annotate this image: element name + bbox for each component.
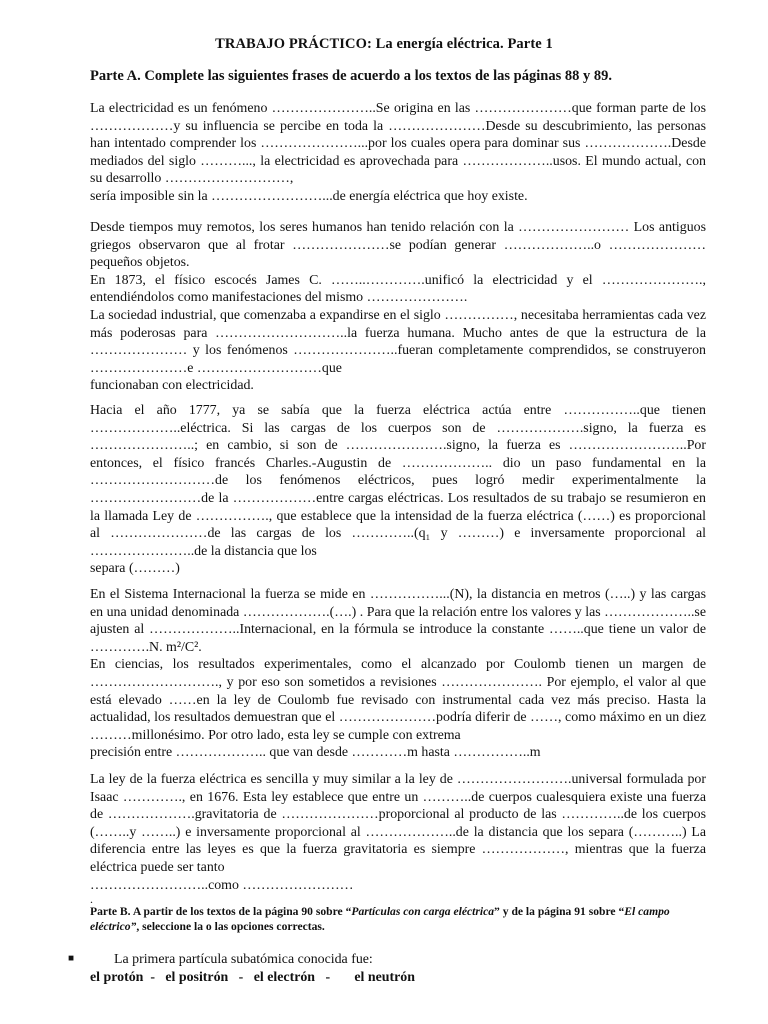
paragraph-text: separa (………) <box>90 561 180 577</box>
part-b-text: ” y de la página 91 sobre “ <box>494 905 625 918</box>
paragraph-text: En 1873, el físico escocés James C. ……..………….unificó la electricidad y el …………………., entendiéndolos como manifestaciones del mismo …………………. <box>90 272 706 306</box>
stray-dot: . <box>90 892 93 906</box>
part-b-text-italic: Partículas con carga eléctrica <box>351 905 495 918</box>
paragraph-text: ……………………..como …………………… <box>90 877 354 893</box>
part-b-heading <box>90 904 710 934</box>
part-b-text-italic: El campo eléctrico” <box>90 905 670 933</box>
part-a-heading: Parte A. Complete las siguientes frases de acuerdo a los textos de las páginas 88 y 89. <box>90 68 612 84</box>
question-1 <box>68 952 373 968</box>
paragraph-2 <box>90 219 706 395</box>
paragraph-text: sería imposible sin la ……………………...de energía eléctrica que hoy existe. <box>90 188 528 204</box>
part-b-text: Parte B. A partir de los textos de la página 90 sobre “ <box>90 905 352 918</box>
paragraph-3 <box>90 402 706 578</box>
paragraph-text: En el Sistema Internacional la fuerza se mide en ……………...(N), la distancia en metros (…..) y las cargas en una unidad denominada ……………….(….) . Para que la relación entre los valores y las ………………..se ajusten al ………………..Internacional, en la fórmula se introduce la constante ……..que tiene un valor de ………….N. m²/C². <box>90 587 706 655</box>
question-text: La primera partícula subatómica conocida fue: <box>114 952 373 967</box>
paragraph-text: Hacia el año 1777, ya se sabía que la fuerza eléctrica actúa entre ……………..que tienen ………………..eléctrica. Si las cargas de los cuerpos son de ……………….signo, la fuerza es …………………..; en cambio, si son de ………………….signo, la fuerza es ……………………..Por entonces, el físico francés Charles.-Augustin de ……………….. dio un paso fundamental en la ………………………de los fenómenos eléctricos, pues logró medir experimentalmente la ……………………de la ………………entre cargas eléctricas. Los resultados de su trabajo se resumieron en la llamada Ley de ……………., que establece que la intensidad de la fuerza eléctrica (……) es proporcional al …………………de las cargas de los …………..(q₁ y ………) e inversamente proporcional al …………………..de la distancia que los <box>90 403 706 559</box>
part-b-text: , seleccione la o las opciones correctas. <box>136 920 325 933</box>
paragraph-text: La sociedad industrial, que comenzaba a expandirse en el siglo ……………, necesitaba herramientas cada vez más poderosas para ………………………..la fuerza humana. Mucho antes de que la estructura de la ………………… y los fenómenos …………………..fueran completamente comprendidos, se construyeron …………………e ………………………que <box>90 307 706 376</box>
paragraph-text: La electricidad es un fenómeno …………………..Se origina en las …………………que forman parte de los ………………y su influencia se percibe en toda la …………………Desde su descubrimiento, las personas han intentado comprender los …………………...por los cuales opera para dominar sus ……………….Desde mediados del siglo ………..., la electricidad es aprovechada para ………………..usos. El mundo actual, con su desarrollo ………………………, <box>90 101 706 187</box>
page-title: TRABAJO PRÁCTICO: La energía eléctrica. Parte 1 <box>215 36 553 52</box>
paragraph-text: precisión entre ……………….. que van desde …………m hasta ……………..m <box>90 745 541 761</box>
paragraph-text: funcionaban con electricidad. <box>90 378 254 394</box>
paragraph-text: En ciencias, los resultados experimentales, como el alcanzado por Coulomb tienen un margen de ………………………., y por eso son sometidos a revisiones …………………. Por ejemplo, el valor al que está elevado ……en la ley de Coulomb fue revisado con instrumental cada vez más preciso. Hasta la actualidad, los resultados demuestran que el …………………podría diferir de ……, como máximo en un diez ………millonésimo. Por otro lado, esta ley se cumple con extrema <box>90 657 706 743</box>
bullet-square-icon: ■ <box>68 953 75 964</box>
paragraph-1 <box>90 100 706 206</box>
paragraph-text: Desde tiempos muy remotos, los seres humanos han tenido relación con la …………………… Los antiguos griegos observaron que al frotar …………………se podían generar ………………..o …………………pequeños objetos. <box>90 220 706 271</box>
answer-options: el protón - el positrón - el electrón - el neutrón <box>90 970 415 985</box>
paragraph-5 <box>90 771 706 894</box>
paragraph-4 <box>90 586 706 762</box>
paragraph-text: La ley de la fuerza eléctrica es sencilla y muy similar a la ley de …………………….universal formulada por Isaac …………., en 1676. Esta ley establece que entre un ………..de cuerpos cualesquiera existe una fuerza de ……………….gravitatoria de …………………proporcional al producto de las …………..de los cuerpos (……..y ……..) e inversamente proporcional al ………………..de la distancia que los separa (………..) La diferencia entre las leyes es que la fuerza gravitatoria es siempre ………………, mientras que la fuerza eléctrica puede ser tanto <box>90 772 706 875</box>
